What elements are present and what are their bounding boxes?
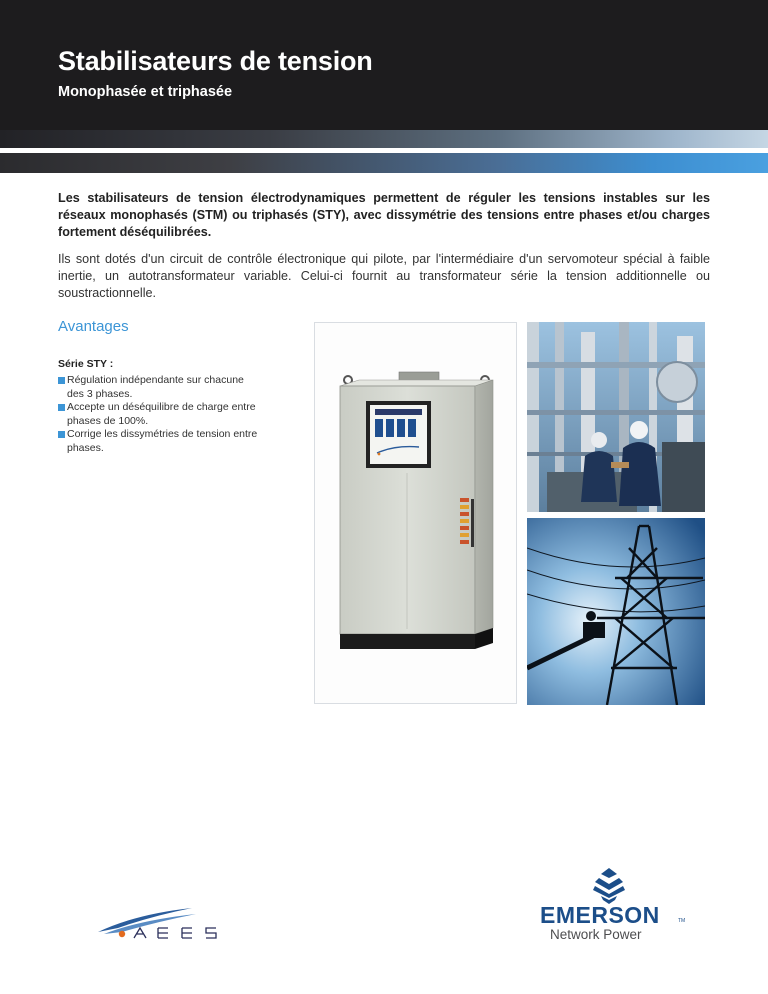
series-label: Série STY : <box>58 358 114 370</box>
page-title: Stabilisateurs de tension <box>58 46 373 76</box>
benefit-text: Régulation indépendante sur chacune des 3 phases. <box>67 374 244 400</box>
power-pylon-photo <box>527 518 705 705</box>
decorative-band-top <box>0 130 768 148</box>
benefit-text: Accepte un déséquilibre de charge entre phases de 100%. <box>67 401 256 427</box>
benefits-heading: Avantages <box>58 318 129 335</box>
industrial-plant-photo <box>527 322 705 512</box>
page-subtitle: Monophasée et triphasée <box>58 84 233 100</box>
decorative-band-bottom <box>0 153 768 173</box>
emerson-globe-icon <box>589 868 629 904</box>
benefit-item <box>58 374 258 401</box>
benefit-item <box>58 428 258 455</box>
pylon-illustration <box>527 518 705 705</box>
product-image <box>314 322 517 704</box>
square-bullet-icon <box>58 377 65 384</box>
aees-logo-graphic <box>96 902 232 942</box>
stabilizer-cabinet-illustration <box>315 323 516 703</box>
square-bullet-icon <box>58 431 65 438</box>
aees-logo <box>96 902 232 942</box>
benefits-list <box>58 374 258 455</box>
emerson-tagline: Network Power <box>550 927 642 942</box>
description-paragraph: Ils sont dotés d'un circuit de contrôle électronique qui pilote, par l'intermédiaire d'un servomoteur spécial à faible inertie, un autotransformateur variable. Celui-ci fournit au transformateur série la tension additionnelle ou soustractionnelle. <box>58 252 710 300</box>
plant-workers-illustration <box>527 322 705 512</box>
header-banner <box>0 0 768 130</box>
square-bullet-icon <box>58 404 65 411</box>
benefit-item <box>58 401 258 428</box>
intro-paragraph: Les stabilisateurs de tension électrodynamiques permettent de réguler les tensions instables sur les réseaux monophasés (STM) ou triphasés (STY), avec dissymétrie des tensions entre phases et/ou charges fortement déséquilibrées. <box>58 191 710 239</box>
emerson-trademark: TM <box>678 918 686 924</box>
emerson-mark-graphic <box>589 868 629 904</box>
emerson-wordmark: EMERSON <box>540 902 660 928</box>
benefit-text: Corrige les dissymétries de tension entre phases. <box>67 428 258 454</box>
